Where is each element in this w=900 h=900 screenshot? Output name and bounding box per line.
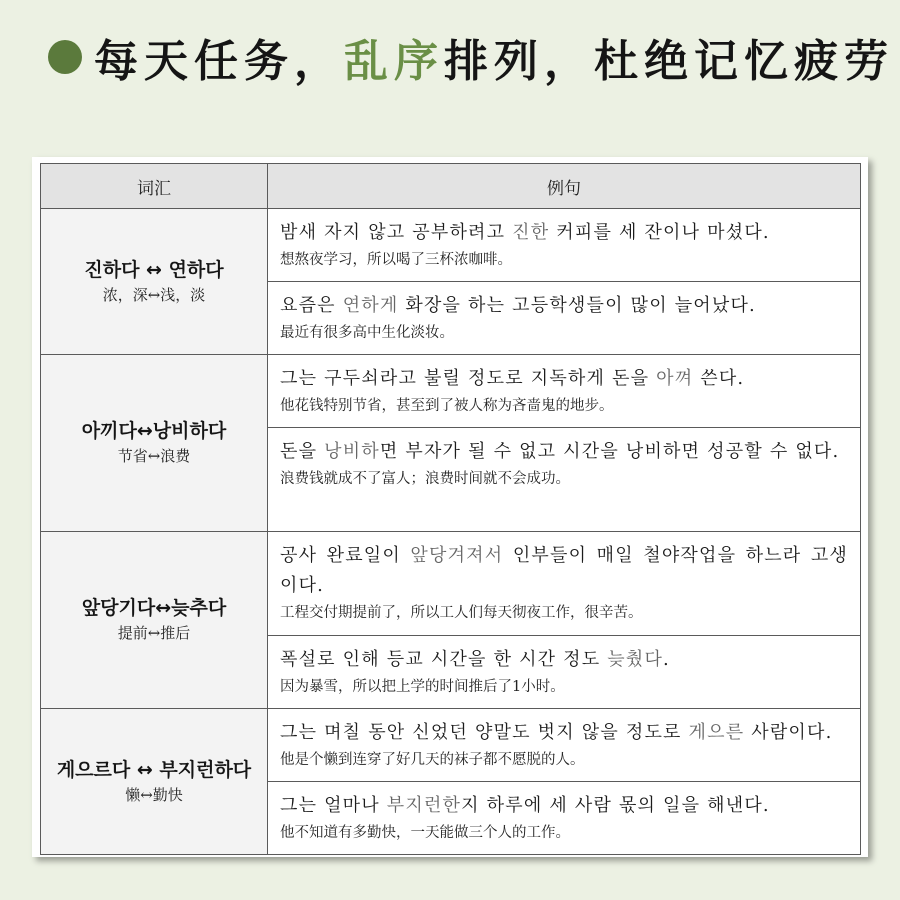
- example-korean: [280, 645, 848, 675]
- word-korean: 게으르다 ↔ 부지런하다: [56, 758, 252, 781]
- example-cell: [268, 782, 861, 855]
- example-chinese: 他不知道有多勤快，一天能做三个人的工作。: [280, 825, 570, 841]
- example-chinese: 浪费钱就成不了富人；浪费时间就不会成功。: [280, 471, 570, 487]
- example-chinese: 想熬夜学习，所以喝了三杯浓咖啡。: [280, 252, 512, 268]
- word-cell: [41, 532, 268, 709]
- example-cell: [268, 282, 861, 355]
- example-keyword: 늦췄다: [607, 649, 664, 670]
- table-row: [41, 209, 861, 282]
- headline-highlight: 乱序: [344, 36, 444, 87]
- word-cell: [41, 709, 268, 855]
- example-text: 폭설로 인해 등교 시간을 한 시간 정도: [280, 649, 608, 670]
- example-korean: [280, 718, 848, 748]
- example-text: 돈을: [280, 441, 325, 462]
- header-row: [41, 164, 861, 209]
- example-text: 인부들이 매일 철야작업을 하느라 고생이다.: [280, 545, 849, 596]
- word-chinese: 浓，深↔浅，淡: [102, 285, 206, 304]
- example-keyword: 게으른: [688, 722, 745, 743]
- example-chinese: 他花钱特别节省，甚至到了被人称为吝啬鬼的地步。: [280, 398, 614, 414]
- example-text: 그는 며칠 동안 신었던 양말도 벗지 않을 정도로: [280, 722, 689, 743]
- example-keyword: 낭비하: [324, 441, 380, 462]
- example-keyword: 연하게: [342, 295, 399, 316]
- example-chinese: 因为暴雪，所以把上学的时间推后了1小时。: [280, 679, 565, 695]
- table-row: [41, 355, 861, 428]
- example-text: 사람이다.: [744, 722, 833, 743]
- header-examples: 例句: [268, 164, 861, 209]
- word-cell: [41, 355, 268, 532]
- word-korean: 진하다 ↔ 연하다: [84, 258, 224, 281]
- vocab-table: [40, 163, 861, 855]
- example-cell: [268, 636, 861, 709]
- example-korean: [280, 218, 848, 248]
- word-korean: 앞당기다↔늦추다: [81, 597, 227, 619]
- example-text: 그는 얼마나: [280, 795, 387, 816]
- example-chinese: 最近有很多高中生化淡妆。: [280, 325, 454, 341]
- example-text: .: [663, 649, 670, 670]
- word-cell: [41, 209, 268, 355]
- word-chinese: 节省↔浪费: [117, 447, 191, 465]
- example-cell: [268, 532, 861, 636]
- example-korean: [280, 437, 848, 467]
- example-text: 면 부자가 될 수 없고 시간을 낭비하면 성공할 수 없다.: [379, 441, 840, 462]
- table-row: [41, 709, 861, 782]
- vocab-sheet: [32, 157, 868, 857]
- example-keyword: 아껴: [656, 368, 694, 389]
- example-keyword: 진한: [512, 222, 550, 243]
- example-cell: [268, 209, 861, 282]
- headline: [48, 22, 894, 92]
- example-text: 공사 완료일이: [280, 545, 411, 566]
- example-keyword: 부지런한: [386, 795, 462, 816]
- example-chinese: 工程交付期提前了，所以工人们每天彻夜工作，很辛苦。: [280, 605, 643, 621]
- bullet-dot-icon: [48, 40, 82, 74]
- example-cell: [268, 428, 861, 532]
- header-vocab: 词汇: [41, 164, 268, 209]
- example-text: 지 하루에 세 사람 몫의 일을 해낸다.: [461, 795, 770, 816]
- headline-part2: 排列，杜绝记忆疲劳: [444, 36, 894, 87]
- example-text: 화장을 하는 고등학생들이 많이 늘어났다.: [398, 295, 756, 316]
- example-cell: [268, 709, 861, 782]
- example-cell: [268, 355, 861, 428]
- headline-part1: 每天任务，: [94, 36, 344, 87]
- word-korean: 아끼다↔낭비하다: [81, 420, 227, 442]
- example-korean: [280, 541, 848, 601]
- example-text: 그는 구두쇠라고 불릴 정도로 지독하게 돈을: [280, 368, 657, 389]
- example-chinese: 他是个懒到连穿了好几天的袜子都不愿脱的人。: [280, 752, 585, 768]
- word-chinese: 提前↔推后: [117, 624, 191, 642]
- example-text: 밤새 자지 않고 공부하려고: [280, 222, 513, 243]
- example-text: 요즘은: [280, 295, 343, 316]
- example-korean: [280, 364, 848, 394]
- example-keyword: 앞당겨져서: [410, 545, 504, 566]
- word-chinese: 懒↔勤快: [125, 785, 183, 804]
- table-row: [41, 532, 861, 636]
- example-text: 쓴다.: [693, 368, 745, 389]
- example-korean: [280, 291, 848, 321]
- example-korean: [280, 791, 848, 821]
- example-text: 커피를 세 잔이나 마셨다.: [549, 222, 770, 243]
